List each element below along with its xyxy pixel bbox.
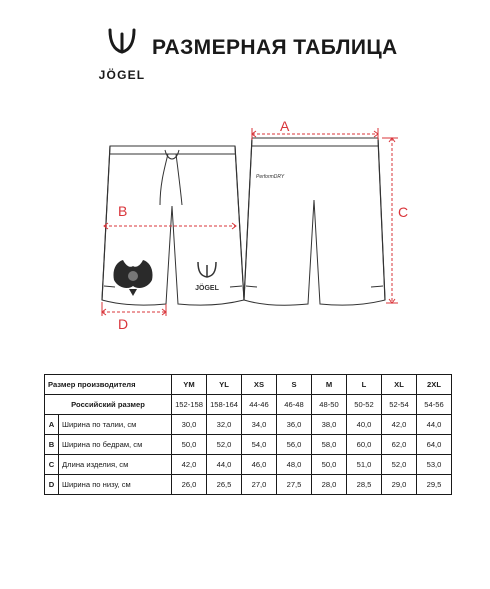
table-row	[45, 475, 452, 495]
table-cell: 56,0	[277, 435, 312, 455]
brand-logo-text: JÖGEL	[98, 68, 146, 82]
table-row	[45, 415, 452, 435]
row-label: Ширина по бедрам, см	[59, 435, 172, 455]
table-cell: 50-52	[347, 395, 382, 415]
russian-size-label: Российский размер	[45, 395, 172, 415]
table-cell: 42,0	[382, 415, 417, 435]
size-header: XS	[242, 375, 277, 395]
shorts-back	[244, 138, 385, 305]
shorts-logo-icon	[198, 262, 216, 277]
table-cell: 32,0	[207, 415, 242, 435]
table-cell: 64,0	[417, 435, 452, 455]
table-row	[45, 435, 452, 455]
table-cell: 30,0	[172, 415, 207, 435]
size-header: 2XL	[417, 375, 452, 395]
shorts-diagram	[0, 100, 490, 340]
measure-d-label: D	[118, 316, 129, 332]
table-row	[45, 455, 452, 475]
table-cell: 48,0	[277, 455, 312, 475]
row-label: Длина изделия, см	[59, 455, 172, 475]
row-label: Ширина по низу, см	[59, 475, 172, 495]
table-cell: 44,0	[207, 455, 242, 475]
shorts-logo-text: JÖGEL	[195, 285, 219, 292]
page-title: РАЗМЕРНАЯ ТАБЛИЦА	[152, 36, 398, 59]
measure-d-line	[102, 302, 166, 316]
table-cell: 50,0	[172, 435, 207, 455]
table-cell: 29,5	[417, 475, 452, 495]
jogel-mark-icon	[106, 28, 138, 64]
row-letter: A	[45, 415, 59, 435]
table-cell: 28,5	[347, 475, 382, 495]
table-cell: 50,0	[312, 455, 347, 475]
size-header: L	[347, 375, 382, 395]
measure-b-line	[104, 223, 236, 229]
table-cell: 44-46	[242, 395, 277, 415]
eagle-crest-icon	[113, 260, 152, 296]
table-cell: 52,0	[207, 435, 242, 455]
table-cell: 48-50	[312, 395, 347, 415]
table-cell: 152-158	[172, 395, 207, 415]
row-letter: C	[45, 455, 59, 475]
size-header: XL	[382, 375, 417, 395]
size-header: S	[277, 375, 312, 395]
table-cell: 26,0	[172, 475, 207, 495]
manufacturer-size-label: Размер производителя	[45, 375, 172, 395]
table-cell: 26,5	[207, 475, 242, 495]
table-header-row	[45, 375, 452, 395]
table-cell: 54-56	[417, 395, 452, 415]
table-cell: 51,0	[347, 455, 382, 475]
table-cell: 62,0	[382, 435, 417, 455]
measure-b-label: B	[118, 203, 128, 219]
table-cell: 27,0	[242, 475, 277, 495]
row-label: Ширина по талии, см	[59, 415, 172, 435]
table-cell: 27,5	[277, 475, 312, 495]
row-letter: D	[45, 475, 59, 495]
table-cell: 46,0	[242, 455, 277, 475]
print-text: PerformDRY	[256, 174, 285, 180]
table-cell: 40,0	[347, 415, 382, 435]
brand-logo	[92, 28, 152, 88]
measure-c-label: C	[398, 204, 409, 220]
table-cell: 60,0	[347, 435, 382, 455]
size-table	[44, 374, 452, 495]
table-cell: 34,0	[242, 415, 277, 435]
russian-size-row	[45, 395, 452, 415]
table-cell: 53,0	[417, 455, 452, 475]
table-cell: 38,0	[312, 415, 347, 435]
table-cell: 44,0	[417, 415, 452, 435]
table-cell: 46-48	[277, 395, 312, 415]
table-cell: 58,0	[312, 435, 347, 455]
table-cell: 54,0	[242, 435, 277, 455]
table-cell: 52-54	[382, 395, 417, 415]
table-cell: 36,0	[277, 415, 312, 435]
table-cell: 29,0	[382, 475, 417, 495]
table-cell: 158-164	[207, 395, 242, 415]
row-letter: B	[45, 435, 59, 455]
measure-a-label: A	[280, 118, 290, 134]
table-cell: 28,0	[312, 475, 347, 495]
table-cell: 52,0	[382, 455, 417, 475]
table-cell: 42,0	[172, 455, 207, 475]
size-header: YM	[172, 375, 207, 395]
size-header: M	[312, 375, 347, 395]
size-header: YL	[207, 375, 242, 395]
